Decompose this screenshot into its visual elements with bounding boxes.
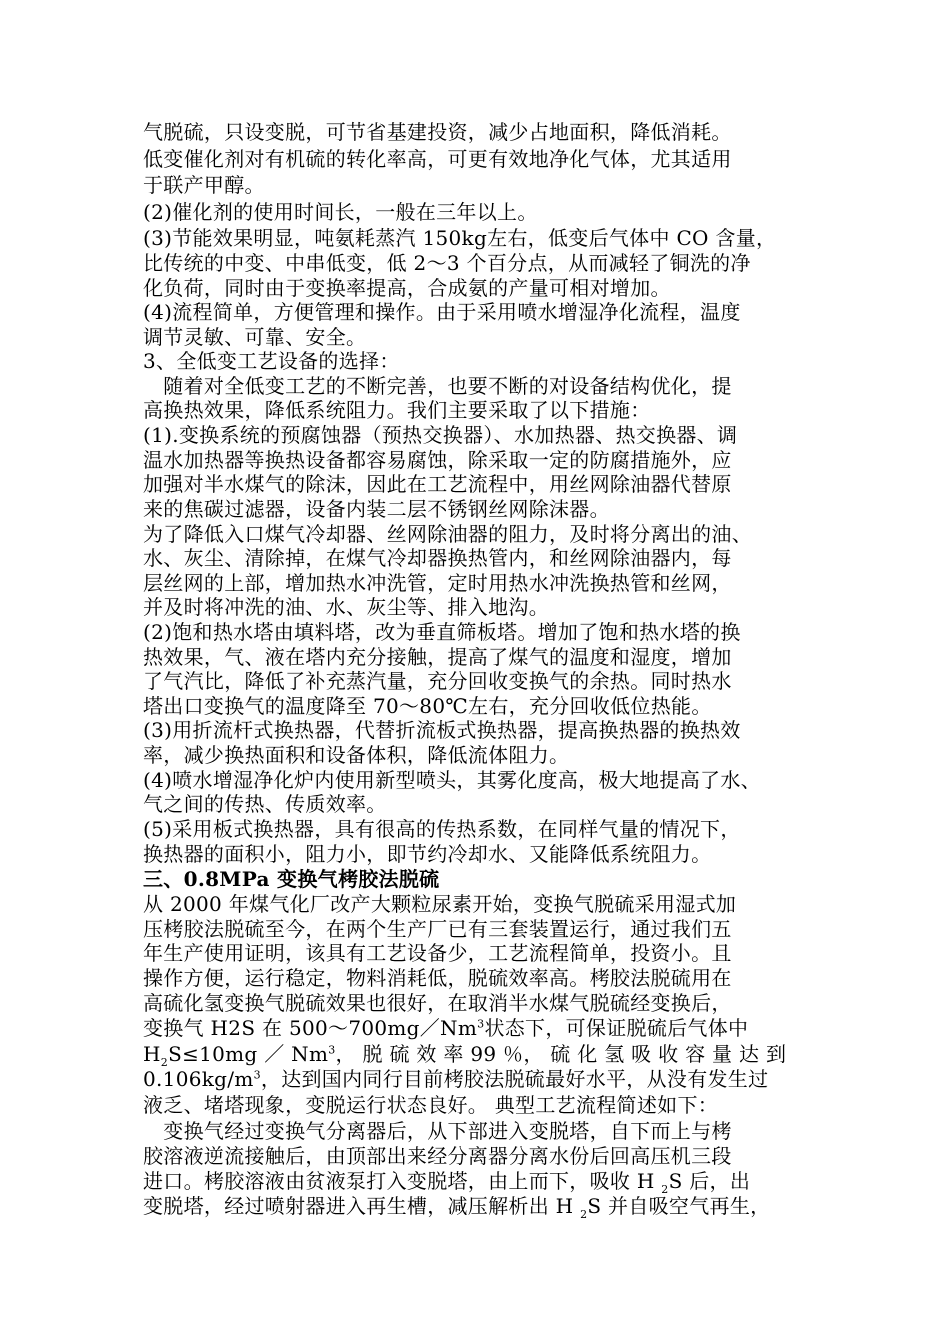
- text-line: 变换气经过变换气分离器后，从下部进入变脱塔，自下而上与栲: [143, 1119, 732, 1143]
- section-heading: 三、0.8MPa 变换气栲胶法脱硫: [143, 867, 440, 891]
- text-line: 操作方便，运行稳定，物料消耗低，脱硫效率高。栲胶法脱硫用在: [143, 966, 732, 990]
- subscript: 2: [661, 1183, 669, 1196]
- text-line: 调节灵敏、可靠、安全。: [143, 325, 367, 349]
- text-line: 了气汽比，降低了补充蒸汽量，充分回收变换气的余热。同时热水: [143, 669, 732, 693]
- text-line: 率，减少换热面积和设备体积，降低流体阻力。: [143, 743, 570, 767]
- text-line: 并及时将冲洗的油、水、灰尘等、排入地沟。: [143, 595, 549, 619]
- text-line: 年生产使用证明，该具有工艺设备少，工艺流程简单，投资小。且: [143, 941, 732, 965]
- text-line: 层丝网的上部，增加热水冲洗管，定时用热水冲洗换热管和丝网，: [143, 571, 732, 595]
- text-line: 为了降低入口煤气冷却器、丝网除油器的阻力，及时将分离出的油、: [143, 522, 752, 546]
- text-line: 从 2000 年煤气化厂改产大颗粒尿素开始，变换气脱硫采用湿式加: [143, 892, 737, 916]
- text-line: 塔出口变换气的温度降至 70～80℃左右，充分回收低位热能。: [143, 694, 712, 718]
- text-line: 来的焦碳过滤器，设备内装二层不锈钢丝网除沫器。: [143, 497, 610, 521]
- text-line: 加强对半水煤气的除沫，因此在工艺流程中，用丝网除油器代替原: [143, 472, 732, 496]
- text-line: (3)用折流杆式换热器，代替折流板式换热器，提高换热器的换热效: [143, 718, 741, 742]
- text-line: (2)饱和热水塔由填料塔，改为垂直筛板塔。增加了饱和热水塔的换: [143, 620, 741, 644]
- text-span: ，达到国内同行目前栲胶法脱硫最好水平，从没有发生过: [260, 1067, 769, 1091]
- text-line: 于联产甲醇。: [143, 173, 265, 197]
- text-line: 3、全低变工艺设备的选择：: [143, 349, 400, 373]
- superscript: 3: [477, 1017, 485, 1031]
- text-line: 胶溶液逆流接触后，由顶部出来经分离器分离水份后回高压机三段: [143, 1144, 732, 1168]
- text-line: 气脱硫，只设变脱，可节省基建投资，减少占地面积，降低消耗。: [143, 120, 732, 144]
- text-line: 化负荷，同时由于变换率提高，合成氨的产量可相对增加。: [143, 276, 671, 300]
- text-line: [143, 1042, 786, 1067]
- text-line: [143, 1067, 768, 1092]
- text-line: 高硫化氢变换气脱硫效果也很好，在取消半水煤气脱硫经变换后，: [143, 991, 732, 1015]
- superscript: 3: [328, 1043, 336, 1057]
- text-line: 气之间的传热、传质效率。: [143, 792, 387, 816]
- text-span: 变脱塔，经过喷射器进入再生槽，减压解析出 H: [143, 1194, 581, 1218]
- text-line: (3)节能效果明显，吨氨耗蒸汽 150kg左右，低变后气体中 CO 含量，: [143, 226, 777, 250]
- text-span: ， 脱 硫 效 率 99 ％， 硫 化 氢 吸 收 容 量 达 到: [335, 1042, 787, 1066]
- text-line: (5)采用板式换热器，具有很高的传热系数，在同样气量的情况下，: [143, 817, 741, 841]
- text-span: S≤10mg ／ Nm: [168, 1042, 329, 1066]
- text-line: 高换热效果，降低系统阻力。我们主要采取了以下措施：: [143, 398, 651, 422]
- text-line: 水、灰尘、清除掉，在煤气冷却器换热管内，和丝网除油器内，每: [143, 546, 732, 570]
- text-span: 进口。栲胶溶液由贫液泵打入变脱塔，由上而下，吸收 H: [143, 1169, 662, 1193]
- text-line: 随着对全低变工艺的不断完善，也要不断的对设备结构优化，提: [143, 374, 732, 398]
- text-line: [143, 1169, 750, 1194]
- text-span: 0.106kg/m: [143, 1067, 254, 1091]
- text-span: 状态下，可保证脱硫后气体中: [484, 1016, 749, 1040]
- text-span: H: [143, 1042, 161, 1066]
- text-line: 温水加热器等换热设备都容易腐蚀，除采取一定的防腐措施外，应: [143, 448, 732, 472]
- text-line: 换热器的面积小，阻力小，即节约冷却水、又能降低系统阻力。: [143, 842, 712, 866]
- text-span: S 后，出: [668, 1169, 751, 1193]
- text-span: S 并自吸空气再生，: [587, 1194, 771, 1218]
- text-line: (1).变换系统的预腐蚀器（预热交换器）、水加热器、热交换器、调: [143, 423, 738, 447]
- text-line: 热效果，气、液在塔内充分接触，提高了煤气的温度和湿度，增加: [143, 645, 732, 669]
- subscript: 2: [580, 1208, 588, 1221]
- text-line: 压栲胶法脱硫至今，在两个生产厂已有三套装置运行，通过我们五: [143, 917, 732, 941]
- text-line: 比传统的中变、中串低变，低 2～3 个百分点，从而减轻了铜洗的净: [143, 251, 751, 275]
- text-line: (4)喷水增湿净化炉内使用新型喷头，其雾化度高，极大地提高了水、: [143, 768, 761, 792]
- subscript: 2: [160, 1056, 169, 1069]
- text-line: [143, 1016, 748, 1041]
- text-line: (2)催化剂的使用时间长，一般在三年以上。: [143, 200, 538, 224]
- text-line: (4)流程简单，方便管理和操作。由于采用喷水增湿净化流程，温度: [143, 300, 741, 324]
- text-line: 液乏、堵塔现象，变脱运行状态良好。 典型工艺流程简述如下：: [143, 1093, 719, 1117]
- text-line: 低变催化剂对有机硫的转化率高，可更有效地净化气体，尤其适用: [143, 147, 732, 171]
- text-span: 变换气 H2S 在 500～700mg／Nm: [143, 1016, 478, 1040]
- superscript: 3: [253, 1068, 261, 1082]
- text-line: [143, 1194, 770, 1219]
